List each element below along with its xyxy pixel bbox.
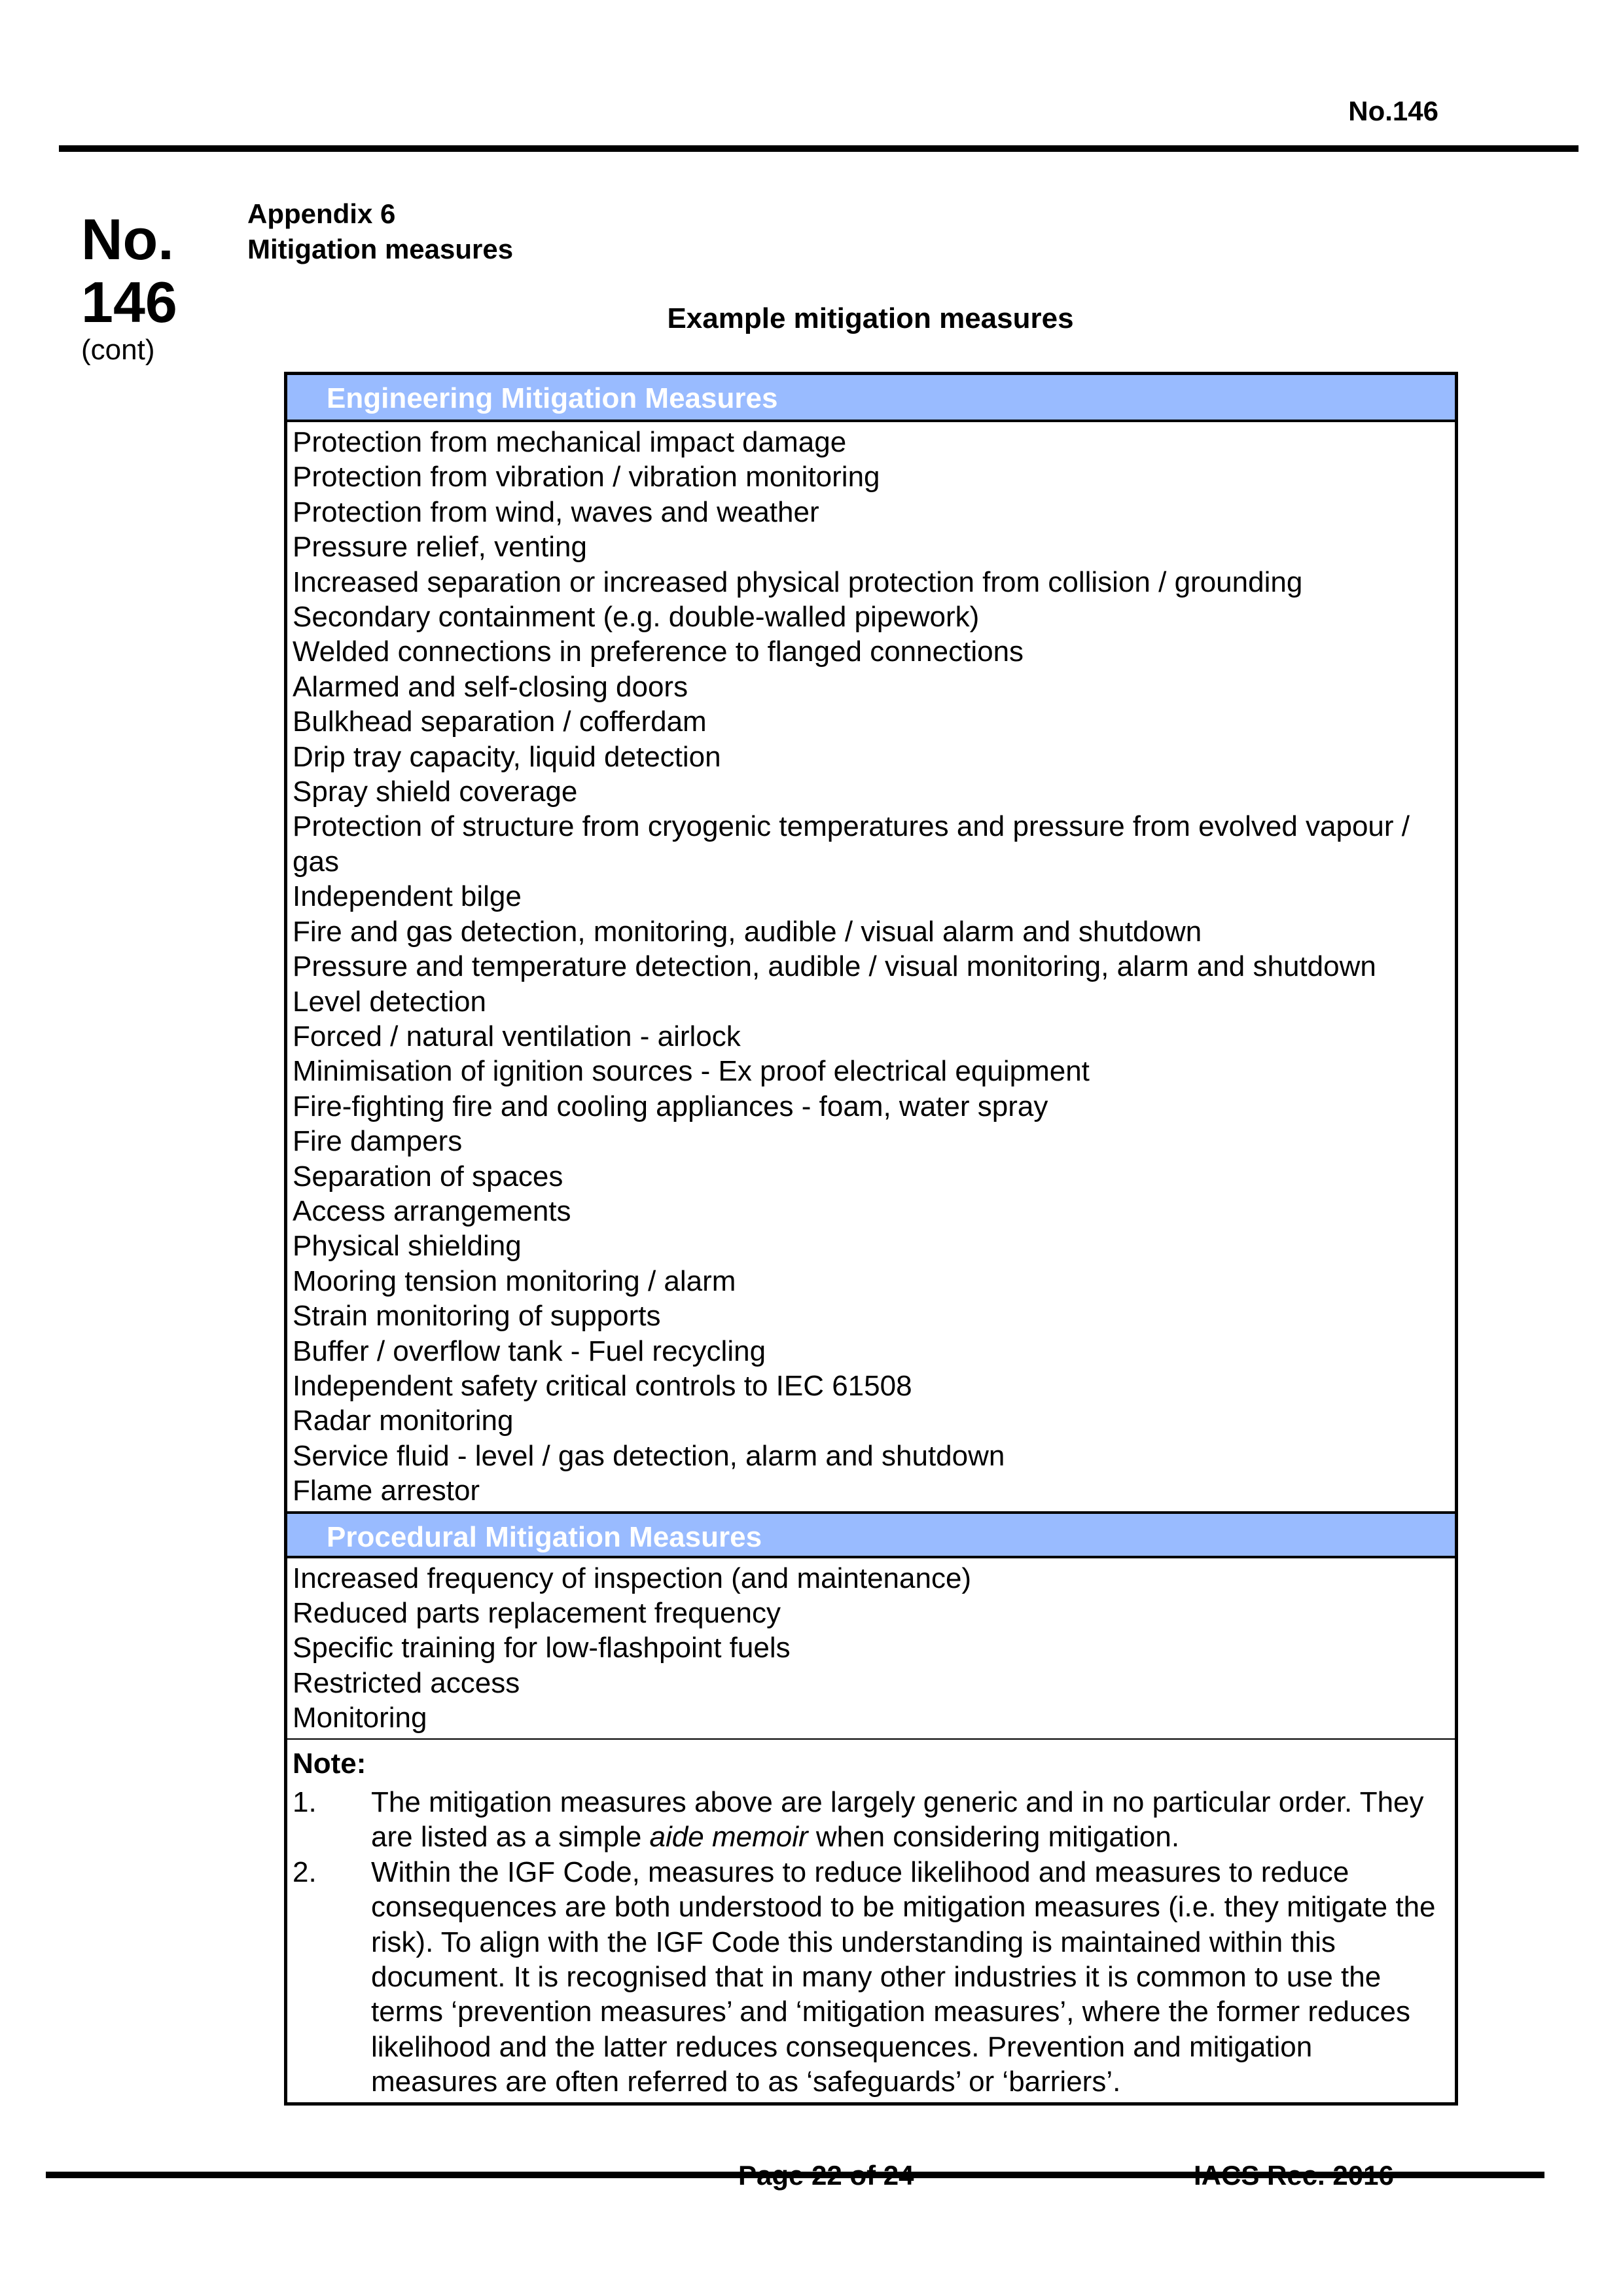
- measure-item: Separation of spaces: [293, 1160, 563, 1193]
- measure-item: Protection from vibration / vibration monitoring: [293, 461, 880, 493]
- measure-item: Independent safety critical controls to IEC 61508: [293, 1369, 912, 1402]
- note-number: 1.: [293, 1786, 317, 1819]
- measure-item: Protection from wind, waves and weather: [293, 495, 819, 528]
- engineering-section-header: Engineering Mitigation Measures: [287, 375, 1455, 422]
- measure-item: Pressure and temperature detection, audible / visual monitoring, alarm and shutdown: [293, 950, 1376, 983]
- note-item: [293, 1855, 1438, 2100]
- appendix-label: Appendix 6: [247, 198, 396, 229]
- side-cont-label: (cont): [81, 334, 155, 366]
- note-number: 2.: [293, 1856, 317, 1888]
- side-no-label: No.: [81, 207, 174, 272]
- measure-item: Bulkhead separation / cofferdam: [293, 706, 707, 738]
- measure-item: Fire and gas detection, monitoring, audible / visual alarm and shutdown: [293, 915, 1202, 948]
- measure-item: Welded connections in preference to flanged connections: [293, 636, 1024, 668]
- procedural-section-header: Procedural Mitigation Measures: [287, 1511, 1455, 1558]
- note-emphasis: aide memoir: [649, 1821, 808, 1854]
- measure-item: Strain monitoring of supports: [293, 1300, 661, 1333]
- measure-item: Mooring tension monitoring / alarm: [293, 1265, 736, 1297]
- page-title: Example mitigation measures: [667, 302, 1074, 334]
- measure-item: Radar monitoring: [293, 1405, 514, 1437]
- notes-label: Note:: [293, 1747, 366, 1780]
- top-divider: [59, 145, 1578, 152]
- mitigation-table: [284, 372, 1458, 2106]
- measure-item: Access arrangements: [293, 1194, 571, 1227]
- measure-item: Increased frequency of inspection (and maintenance): [293, 1562, 972, 1594]
- measure-item: Fire dampers: [293, 1125, 463, 1158]
- notes-block: [287, 1738, 1455, 2102]
- procedural-measures-list: [287, 1558, 1455, 1738]
- measure-item: Protection of structure from cryogenic temperatures and pressure from evolved vapour / gas: [293, 810, 1410, 878]
- measure-item: Monitoring: [293, 1702, 427, 1734]
- page-number: Page 22 of 24: [738, 2160, 914, 2191]
- measure-item: Increased separation or increased physical protection from collision / grounding: [293, 565, 1303, 598]
- engineering-measures-list: [287, 422, 1455, 1511]
- measure-item: Minimisation of ignition sources - Ex proof electrical equipment: [293, 1055, 1090, 1088]
- measure-item: Flame arrestor: [293, 1475, 480, 1507]
- footer-rec-label: IACS Rec. 2016: [1194, 2160, 1394, 2191]
- note-text-part: when considering mitigation.: [808, 1821, 1180, 1854]
- measure-item: Drip tray capacity, liquid detection: [293, 740, 721, 773]
- measure-item: Restricted access: [293, 1666, 520, 1699]
- side-number: 146: [81, 270, 177, 334]
- appendix-heading: [247, 196, 513, 267]
- measure-item: Pressure relief, venting: [293, 531, 587, 564]
- appendix-subtitle: Mitigation measures: [247, 234, 514, 264]
- header-doc-number: No.146: [1348, 96, 1438, 126]
- measure-item: Physical shielding: [293, 1230, 522, 1263]
- measure-item: Specific training for low-flashpoint fuels: [293, 1632, 791, 1664]
- measure-item: Alarmed and self-closing doors: [293, 670, 688, 703]
- note-text: [371, 1785, 1438, 1855]
- measure-item: Reduced parts replacement frequency: [293, 1597, 781, 1629]
- note-text: Within the IGF Code, measures to reduce likelihood and measures to reduce consequences are both understood to be mitigation measures (i.e. they mitigate the risk). To align with the IGF Code this understanding is maintained within this document. It is recognised that in many other industries it is common to use the terms ‘prevention measures’ and ‘mitigation measures’, where the former reduces likelihood and the latter reduces consequences. Prevention and mitigation measures are often referred to as ‘safeguards’ or ‘barriers’.: [371, 1856, 1436, 2098]
- measure-item: Level detection: [293, 985, 486, 1018]
- measure-item: Protection from mechanical impact damage: [293, 426, 847, 458]
- measure-item: Spray shield coverage: [293, 776, 578, 808]
- measure-item: Buffer / overflow tank - Fuel recycling: [293, 1335, 766, 1367]
- measure-item: Independent bilge: [293, 880, 522, 913]
- note-text-part: The mitigation measures above are largely generic and in no particular order. They are listed as a simple: [371, 1786, 1424, 1854]
- measure-item: Secondary containment (e.g. double-walled pipework): [293, 601, 980, 634]
- measure-item: Forced / natural ventilation - airlock: [293, 1020, 741, 1052]
- note-item: [293, 1785, 1438, 1855]
- measure-item: Fire-fighting fire and cooling appliances - foam, water spray: [293, 1090, 1048, 1122]
- measure-item: Service fluid - level / gas detection, alarm and shutdown: [293, 1439, 1005, 1472]
